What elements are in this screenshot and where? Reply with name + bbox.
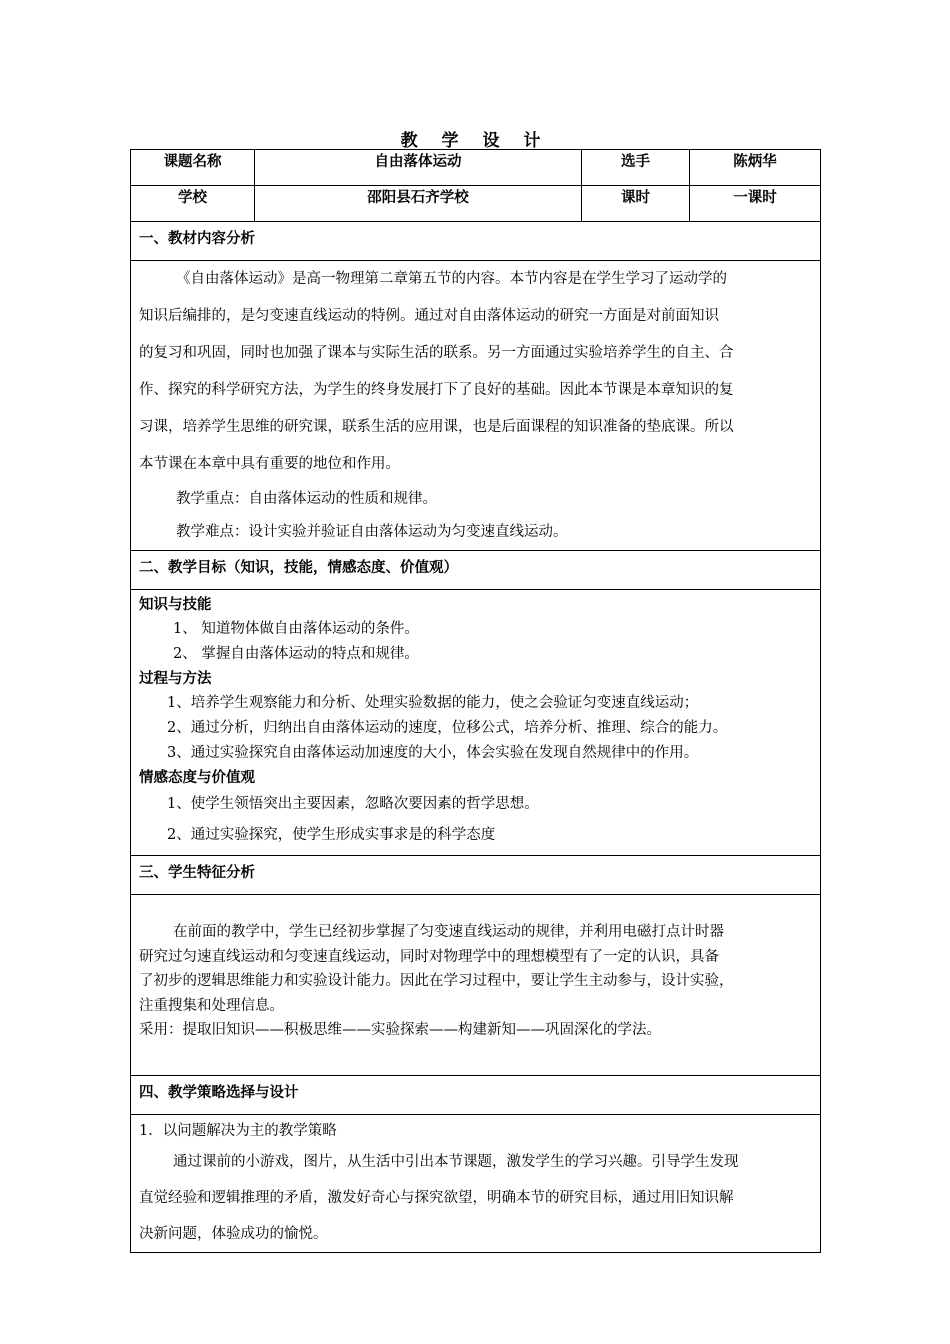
section-1-content — [131, 261, 821, 551]
s3-line-1: 在前面的教学中，学生已经初步掌握了匀变速直线运动的规律，并利用电磁打点计时器 — [173, 924, 724, 940]
value-school: 邵阳县石齐学校 — [255, 186, 582, 222]
s1-line-3: 的复习和巩固，同时也加强了课本与实际生活的联系。另一方面通过实验培养学生的自主、合 — [139, 345, 734, 361]
label-topic: 课题名称 — [131, 150, 255, 186]
section-3-content — [131, 895, 821, 1076]
process-item-3: 3、通过实验探究自由落体运动加速度的大小，体会实验在发现自然规律中的作用。 — [167, 745, 699, 761]
knowledge-skills-heading: 知识与技能 — [139, 597, 212, 613]
s1-key-point: 教学重点：自由落体运动的性质和规律。 — [176, 491, 437, 507]
s3-line-4: 注重搜集和处理信息。 — [139, 997, 284, 1014]
emotion-values-heading: 情感态度与价值观 — [139, 770, 255, 786]
s1-line-2: 知识后编排的，是匀变速直线运动的特例。通过对自由落体运动的研究一方面是对前面知识 — [139, 308, 719, 324]
document-title: 教 学 设 计 — [400, 131, 550, 151]
s4-subheading: 1．以问题解决为主的教学策略 — [139, 1123, 337, 1139]
s4-line-3: 决新问题，体验成功的愉悦。 — [139, 1226, 328, 1242]
process-item-2: 2、通过分析，归纳出自由落体运动的速度，位移公式，培养分析、推理、综合的能力。 — [167, 720, 728, 736]
value-topic: 自由落体运动 — [255, 150, 582, 186]
knowledge-item-2: 2、 掌握自由落体运动的特点和规律。 — [173, 646, 419, 662]
section-2-title: 二、教学目标（知识，技能，情感态度、价值观） — [131, 551, 821, 590]
s4-line-2: 直觉经验和逻辑推理的矛盾，激发好奇心与探究欲望，明确本节的研究目标，通过用旧知识解 — [139, 1190, 734, 1206]
s3-line-3: 了初步的逻辑思维能力和实验设计能力。因此在学习过程中，要让学生主动参与，设计实验， — [139, 973, 734, 989]
section-4-title: 四、教学策略选择与设计 — [131, 1076, 821, 1115]
label-contestant: 选手 — [582, 150, 690, 186]
section-4-content — [131, 1115, 821, 1253]
value-period: 一课时 — [690, 186, 821, 222]
s1-line-1: 《自由落体运动》是高一物理第二章第五节的内容。本节内容是在学生学习了运动学的 — [176, 271, 727, 287]
process-item-1: 1、培养学生观察能力和分析、处理实验数据的能力，使之会验证匀变速直线运动； — [167, 695, 699, 711]
label-period: 课时 — [582, 186, 690, 222]
s4-line-1: 通过课前的小游戏，图片，从生活中引出本节课题，激发学生的学习兴趣。引导学生发现 — [173, 1154, 739, 1170]
s1-line-6: 本节课在本章中具有重要的地位和作用。 — [139, 456, 400, 472]
s1-line-4: 作、探究的科学研究方法，为学生的终身发展打下了良好的基础。因此本节课是本章知识的复 — [139, 382, 734, 398]
s1-difficulty: 教学难点：设计实验并验证自由落体运动为匀变速直线运动。 — [176, 524, 568, 540]
emotion-item-2: 2、通过实验探究，使学生形成实事求是的科学态度 — [167, 827, 496, 843]
header-row-1 — [131, 150, 821, 186]
section-3-title: 三、学生特征分析 — [131, 856, 821, 895]
section-1-title: 一、教材内容分析 — [131, 222, 821, 261]
s3-adopt: 采用：提取旧知识——积极思维——实验探索——构建新知——巩固深化的学法。 — [139, 1022, 661, 1038]
header-row-2 — [131, 186, 821, 222]
s1-line-5: 习课，培养学生思维的研究课，联系生活的应用课，也是后面课程的知识准备的垫底课。所以 — [139, 419, 734, 435]
s3-line-2: 研究过匀速直线运动和匀变速直线运动，同时对物理学中的理想模型有了一定的认识，具备 — [139, 948, 719, 965]
emotion-item-1: 1、使学生领悟突出主要因素，忽略次要因素的哲学思想。 — [167, 796, 539, 812]
value-contestant: 陈炳华 — [690, 150, 821, 186]
knowledge-item-1: 1、 知道物体做自由落体运动的条件。 — [173, 621, 419, 637]
process-method-heading: 过程与方法 — [139, 671, 212, 687]
lesson-plan-table — [130, 149, 821, 1253]
section-2-content — [131, 590, 821, 856]
label-school: 学校 — [131, 186, 255, 222]
